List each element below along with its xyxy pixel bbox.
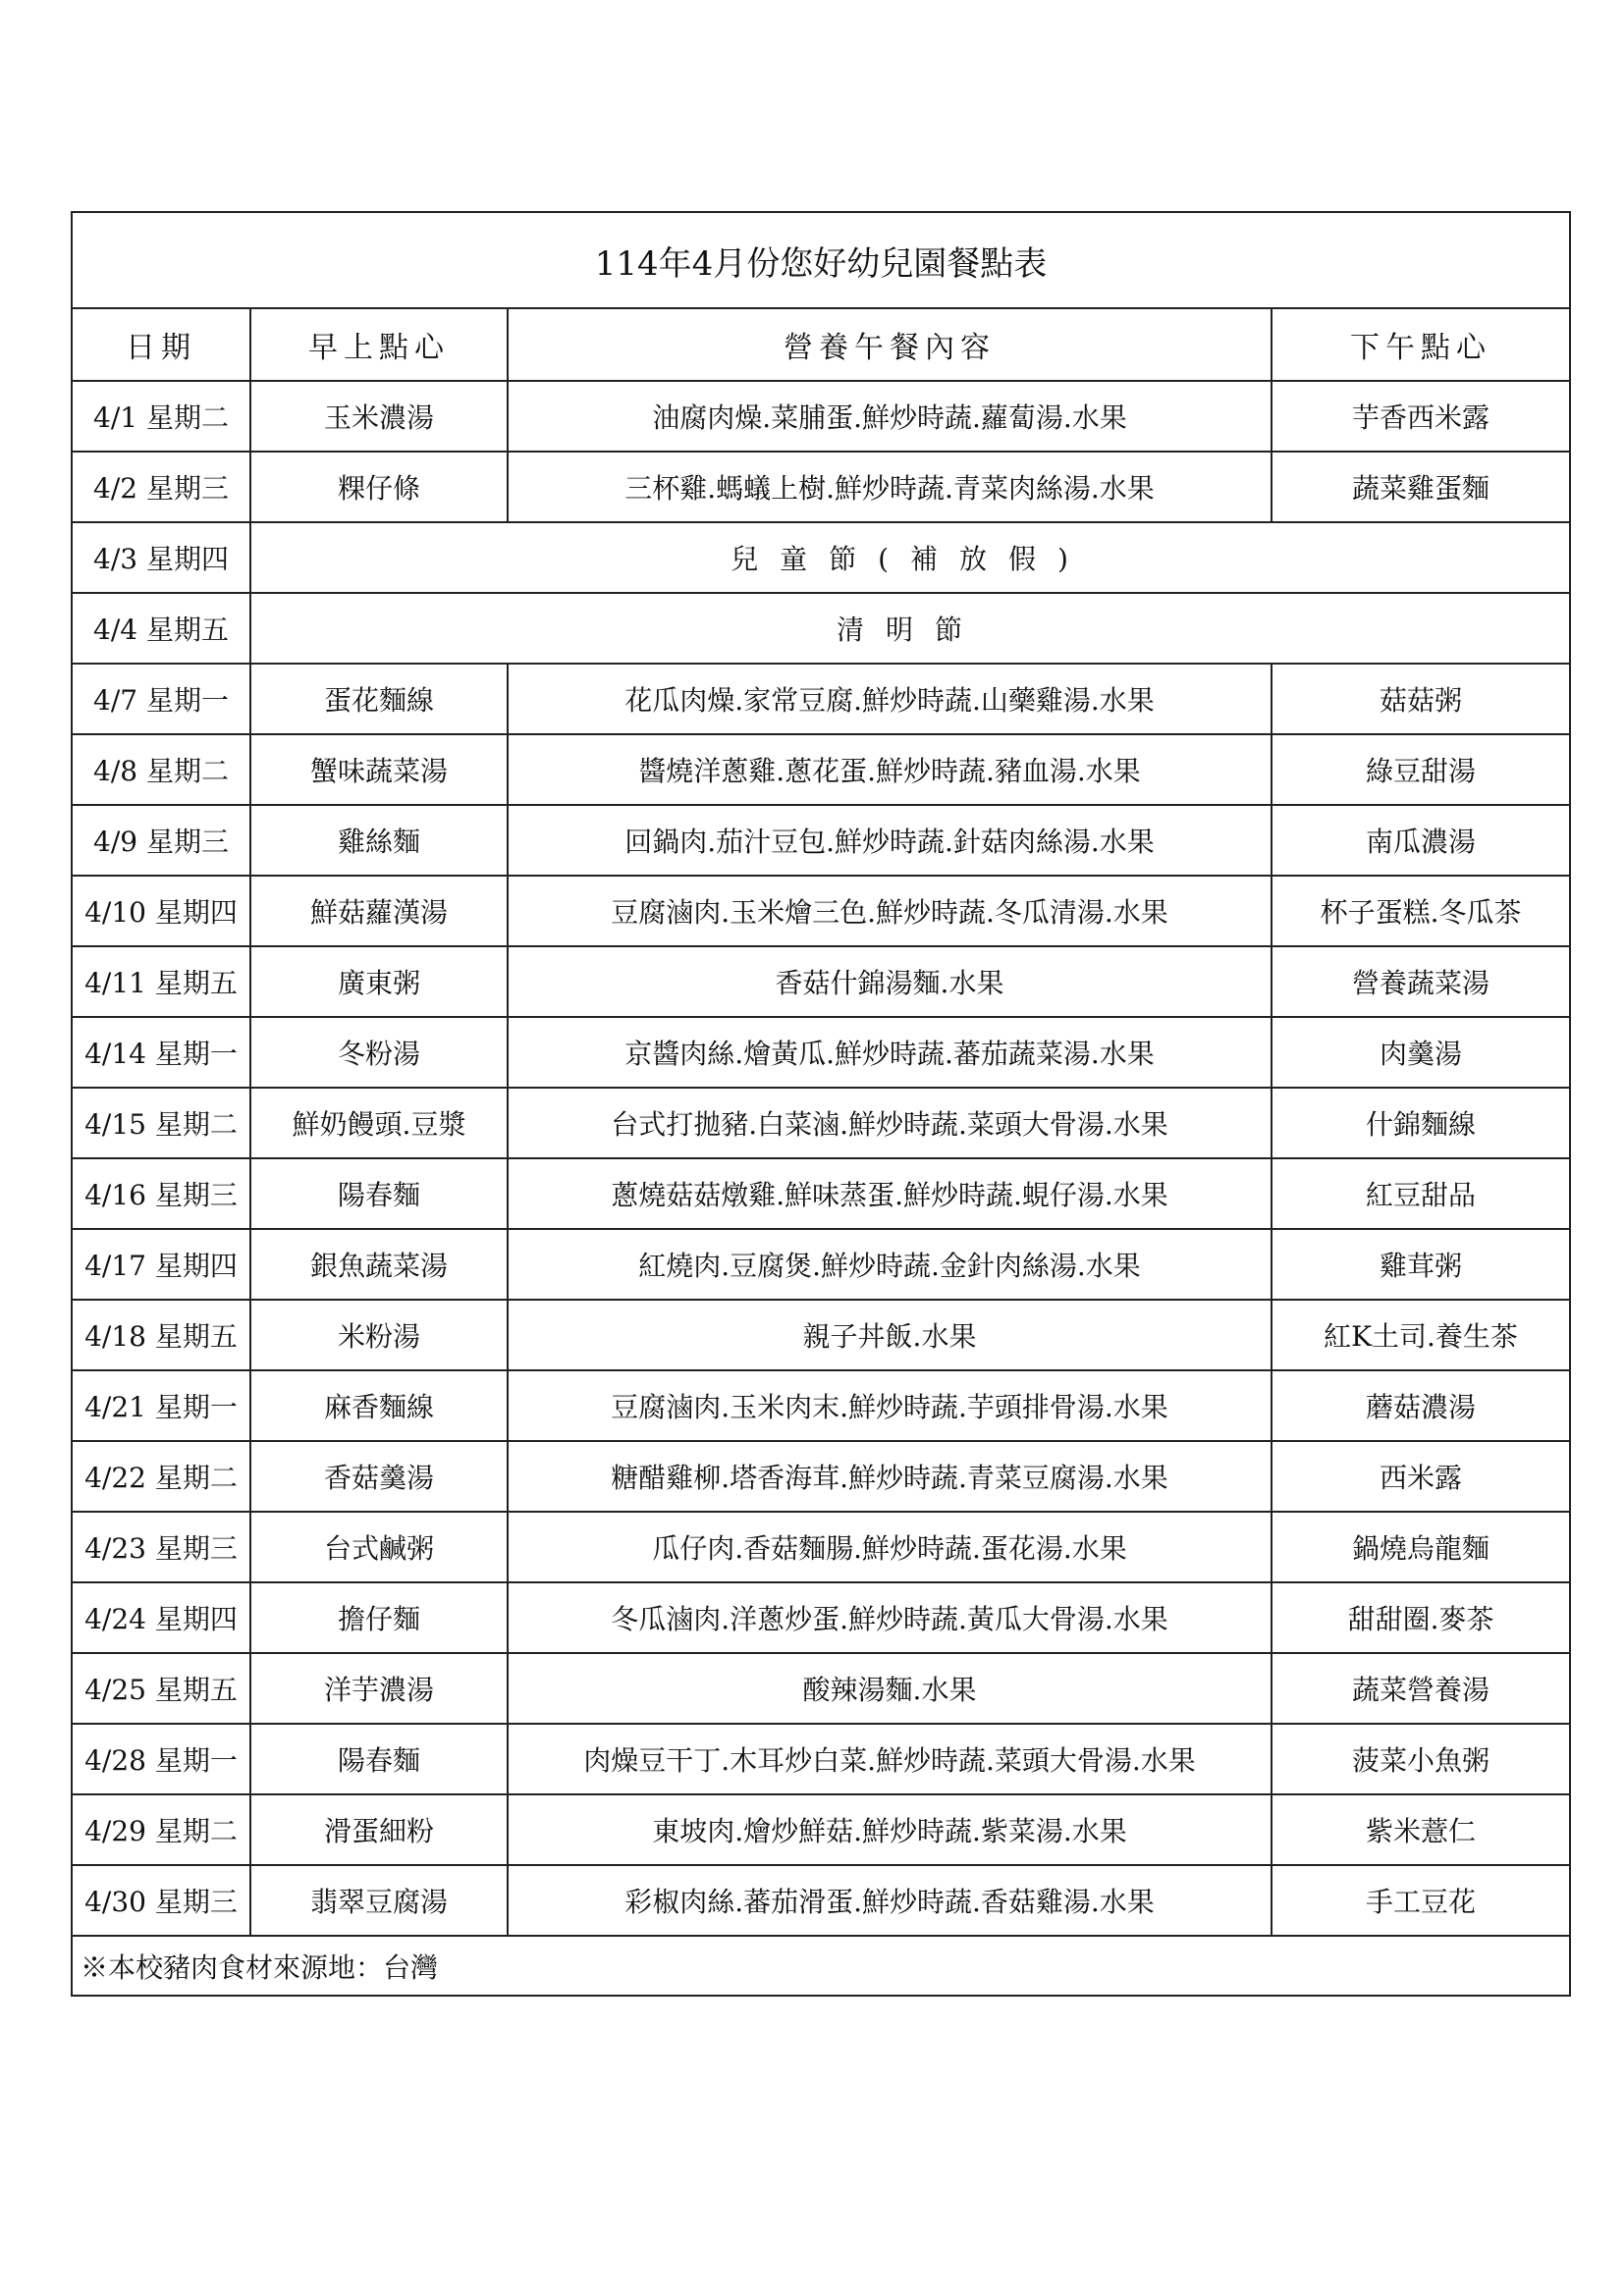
lunch-cell: 冬瓜滷肉.洋蔥炒蛋.鮮炒時蔬.黃瓜大骨湯.水果 — [508, 1582, 1272, 1653]
pork-origin-note: ※本校豬肉食材來源地：台灣 — [72, 1936, 1570, 1996]
lunch-cell: 三杯雞.螞蟻上樹.鮮炒時蔬.青菜肉絲湯.水果 — [508, 452, 1272, 522]
lunch-cell: 親子丼飯.水果 — [508, 1300, 1272, 1370]
morning-snack-cell: 雞絲麵 — [250, 805, 508, 876]
table-row — [72, 805, 1570, 876]
table-row — [72, 1653, 1570, 1724]
table-row — [72, 1865, 1570, 1936]
afternoon-snack-cell: 芋香西米露 — [1272, 381, 1570, 452]
lunch-cell: 豆腐滷肉.玉米燴三色.鮮炒時蔬.冬瓜清湯.水果 — [508, 876, 1272, 946]
date-cell: 4/24 星期四 — [72, 1582, 250, 1653]
afternoon-snack-cell: 南瓜濃湯 — [1272, 805, 1570, 876]
table-row — [72, 664, 1570, 734]
table-row — [72, 522, 1570, 593]
afternoon-snack-cell: 肉羹湯 — [1272, 1017, 1570, 1088]
date-cell: 4/15 星期二 — [72, 1088, 250, 1158]
table-row — [72, 1229, 1570, 1300]
date-cell: 4/25 星期五 — [72, 1653, 250, 1724]
morning-snack-cell: 陽春麵 — [250, 1724, 508, 1794]
date-cell: 4/28 星期一 — [72, 1724, 250, 1794]
afternoon-snack-cell: 紅豆甜品 — [1272, 1158, 1570, 1229]
table-row — [72, 1017, 1570, 1088]
morning-snack-cell: 米粉湯 — [250, 1300, 508, 1370]
lunch-cell: 花瓜肉燥.家常豆腐.鮮炒時蔬.山藥雞湯.水果 — [508, 664, 1272, 734]
afternoon-snack-cell: 菠菜小魚粥 — [1272, 1724, 1570, 1794]
holiday-cell: 兒童節(補放假) — [250, 522, 1570, 593]
header-date: 日期 — [72, 308, 250, 381]
date-cell: 4/3 星期四 — [72, 522, 250, 593]
morning-snack-cell: 玉米濃湯 — [250, 381, 508, 452]
date-cell: 4/21 星期一 — [72, 1370, 250, 1441]
table-title: 114年4月份您好幼兒園餐點表 — [72, 212, 1570, 308]
date-cell: 4/18 星期五 — [72, 1300, 250, 1370]
afternoon-snack-cell: 什錦麵線 — [1272, 1088, 1570, 1158]
table-row — [72, 381, 1570, 452]
morning-snack-cell: 銀魚蔬菜湯 — [250, 1229, 508, 1300]
date-cell: 4/16 星期三 — [72, 1158, 250, 1229]
afternoon-snack-cell: 綠豆甜湯 — [1272, 734, 1570, 805]
table-row — [72, 1300, 1570, 1370]
date-cell: 4/7 星期一 — [72, 664, 250, 734]
date-cell: 4/4 星期五 — [72, 593, 250, 664]
date-cell: 4/23 星期三 — [72, 1512, 250, 1582]
table-row — [72, 734, 1570, 805]
morning-snack-cell: 廣東粥 — [250, 946, 508, 1017]
date-cell: 4/22 星期二 — [72, 1441, 250, 1512]
menu-table — [71, 211, 1571, 1997]
header-afternoon-snack: 下午點心 — [1272, 308, 1570, 381]
morning-snack-cell: 鮮菇蘿漢湯 — [250, 876, 508, 946]
lunch-cell: 紅燒肉.豆腐煲.鮮炒時蔬.金針肉絲湯.水果 — [508, 1229, 1272, 1300]
lunch-cell: 油腐肉燥.菜脯蛋.鮮炒時蔬.蘿蔔湯.水果 — [508, 381, 1272, 452]
afternoon-snack-cell: 菇菇粥 — [1272, 664, 1570, 734]
table-row — [72, 1582, 1570, 1653]
afternoon-snack-cell: 鍋燒烏龍麵 — [1272, 1512, 1570, 1582]
morning-snack-cell: 蟹味蔬菜湯 — [250, 734, 508, 805]
lunch-cell: 京醬肉絲.燴黃瓜.鮮炒時蔬.蕃茄蔬菜湯.水果 — [508, 1017, 1272, 1088]
table-row — [72, 1088, 1570, 1158]
lunch-cell: 醬燒洋蔥雞.蔥花蛋.鮮炒時蔬.豬血湯.水果 — [508, 734, 1272, 805]
date-cell: 4/8 星期二 — [72, 734, 250, 805]
morning-snack-cell: 鮮奶饅頭.豆漿 — [250, 1088, 508, 1158]
afternoon-snack-cell: 杯子蛋糕.冬瓜茶 — [1272, 876, 1570, 946]
date-cell: 4/14 星期一 — [72, 1017, 250, 1088]
date-cell: 4/30 星期三 — [72, 1865, 250, 1936]
lunch-cell: 回鍋肉.茄汁豆包.鮮炒時蔬.針菇肉絲湯.水果 — [508, 805, 1272, 876]
afternoon-snack-cell: 雞茸粥 — [1272, 1229, 1570, 1300]
morning-snack-cell: 冬粉湯 — [250, 1017, 508, 1088]
lunch-cell: 豆腐滷肉.玉米肉末.鮮炒時蔬.芋頭排骨湯.水果 — [508, 1370, 1272, 1441]
date-cell: 4/10 星期四 — [72, 876, 250, 946]
table-row — [72, 1724, 1570, 1794]
table-row — [72, 1370, 1570, 1441]
table-row — [72, 876, 1570, 946]
table-row — [72, 946, 1570, 1017]
title-row — [72, 212, 1570, 308]
date-cell: 4/17 星期四 — [72, 1229, 250, 1300]
morning-snack-cell: 蛋花麵線 — [250, 664, 508, 734]
header-morning-snack: 早上點心 — [250, 308, 508, 381]
morning-snack-cell: 擔仔麵 — [250, 1582, 508, 1653]
morning-snack-cell: 陽春麵 — [250, 1158, 508, 1229]
lunch-cell: 彩椒肉絲.蕃茄滑蛋.鮮炒時蔬.香菇雞湯.水果 — [508, 1865, 1272, 1936]
morning-snack-cell: 台式鹹粥 — [250, 1512, 508, 1582]
afternoon-snack-cell: 蔬菜雞蛋麵 — [1272, 452, 1570, 522]
lunch-cell: 蔥燒菇菇燉雞.鮮味蒸蛋.鮮炒時蔬.蜆仔湯.水果 — [508, 1158, 1272, 1229]
lunch-cell: 肉燥豆干丁.木耳炒白菜.鮮炒時蔬.菜頭大骨湯.水果 — [508, 1724, 1272, 1794]
date-cell: 4/9 星期三 — [72, 805, 250, 876]
note-row — [72, 1936, 1570, 1996]
header-lunch: 營養午餐內容 — [508, 308, 1272, 381]
table-row — [72, 593, 1570, 664]
lunch-cell: 酸辣湯麵.水果 — [508, 1653, 1272, 1724]
lunch-cell: 瓜仔肉.香菇麵腸.鮮炒時蔬.蛋花湯.水果 — [508, 1512, 1272, 1582]
date-cell: 4/11 星期五 — [72, 946, 250, 1017]
date-cell: 4/1 星期二 — [72, 381, 250, 452]
afternoon-snack-cell: 蘑菇濃湯 — [1272, 1370, 1570, 1441]
afternoon-snack-cell: 紫米薏仁 — [1272, 1794, 1570, 1865]
afternoon-snack-cell: 西米露 — [1272, 1441, 1570, 1512]
morning-snack-cell: 翡翠豆腐湯 — [250, 1865, 508, 1936]
afternoon-snack-cell: 甜甜圈.麥茶 — [1272, 1582, 1570, 1653]
afternoon-snack-cell: 紅K土司.養生茶 — [1272, 1300, 1570, 1370]
afternoon-snack-cell: 營養蔬菜湯 — [1272, 946, 1570, 1017]
morning-snack-cell: 滑蛋細粉 — [250, 1794, 508, 1865]
morning-snack-cell: 粿仔條 — [250, 452, 508, 522]
lunch-cell: 香菇什錦湯麵.水果 — [508, 946, 1272, 1017]
table-row — [72, 1158, 1570, 1229]
table-row — [72, 1794, 1570, 1865]
header-row — [72, 308, 1570, 381]
menu-sheet — [71, 211, 1569, 1997]
afternoon-snack-cell: 蔬菜營養湯 — [1272, 1653, 1570, 1724]
table-row — [72, 1512, 1570, 1582]
lunch-cell: 糖醋雞柳.塔香海茸.鮮炒時蔬.青菜豆腐湯.水果 — [508, 1441, 1272, 1512]
morning-snack-cell: 麻香麵線 — [250, 1370, 508, 1441]
holiday-cell: 清明節 — [250, 593, 1570, 664]
afternoon-snack-cell: 手工豆花 — [1272, 1865, 1570, 1936]
lunch-cell: 東坡肉.燴炒鮮菇.鮮炒時蔬.紫菜湯.水果 — [508, 1794, 1272, 1865]
table-row — [72, 452, 1570, 522]
date-cell: 4/29 星期二 — [72, 1794, 250, 1865]
lunch-cell: 台式打拋豬.白菜滷.鮮炒時蔬.菜頭大骨湯.水果 — [508, 1088, 1272, 1158]
morning-snack-cell: 洋芋濃湯 — [250, 1653, 508, 1724]
morning-snack-cell: 香菇羹湯 — [250, 1441, 508, 1512]
menu-body — [72, 381, 1570, 1936]
date-cell: 4/2 星期三 — [72, 452, 250, 522]
table-row — [72, 1441, 1570, 1512]
